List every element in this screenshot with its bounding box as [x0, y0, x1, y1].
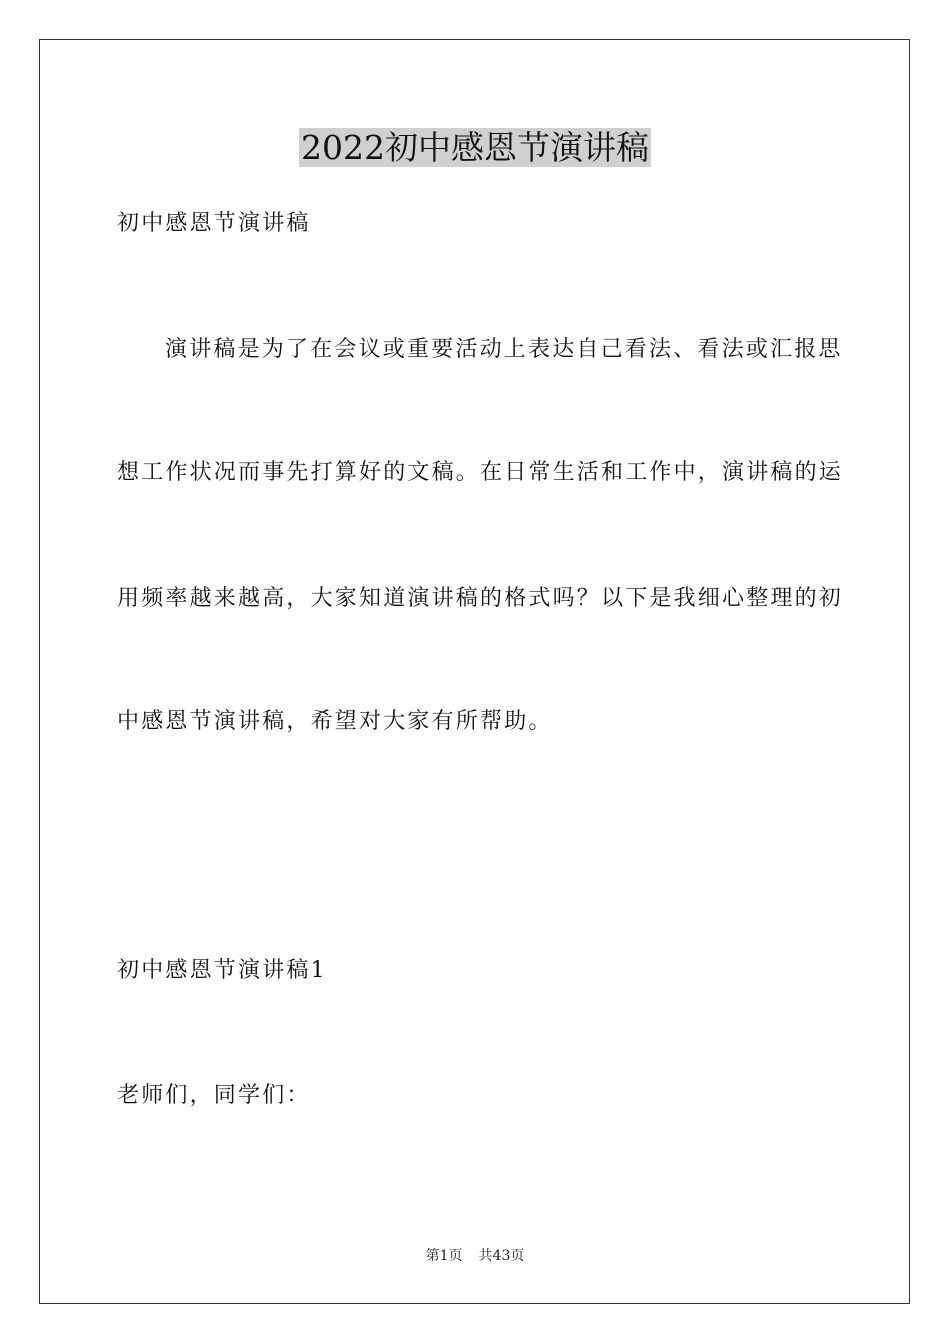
intro-line-2: 想工作状况而事先打算好的文稿。在日常生活和工作中，演讲稿的运 — [117, 460, 844, 485]
page-number: 第1页 — [425, 1248, 463, 1264]
intro-line-4: 中感恩节演讲稿，希望对大家有所帮助。 — [117, 709, 553, 734]
intro-line-3: 用频率越来越高，大家知道演讲稿的格式吗？以下是我细心整理的初 — [117, 586, 844, 611]
document-title-text: 2022初中感恩节演讲稿 — [301, 128, 649, 167]
document-subtitle: 初中感恩节演讲稿 — [117, 211, 311, 236]
section-heading: 初中感恩节演讲稿1 — [117, 958, 327, 983]
intro-line-1: 演讲稿是为了在会议或重要活动上表达自己看法、看法或汇报思 — [165, 337, 843, 362]
document-title — [0, 126, 950, 170]
page-footer — [0, 1246, 950, 1266]
page-total: 共43页 — [478, 1248, 525, 1264]
salutation: 老师们，同学们： — [117, 1083, 311, 1108]
